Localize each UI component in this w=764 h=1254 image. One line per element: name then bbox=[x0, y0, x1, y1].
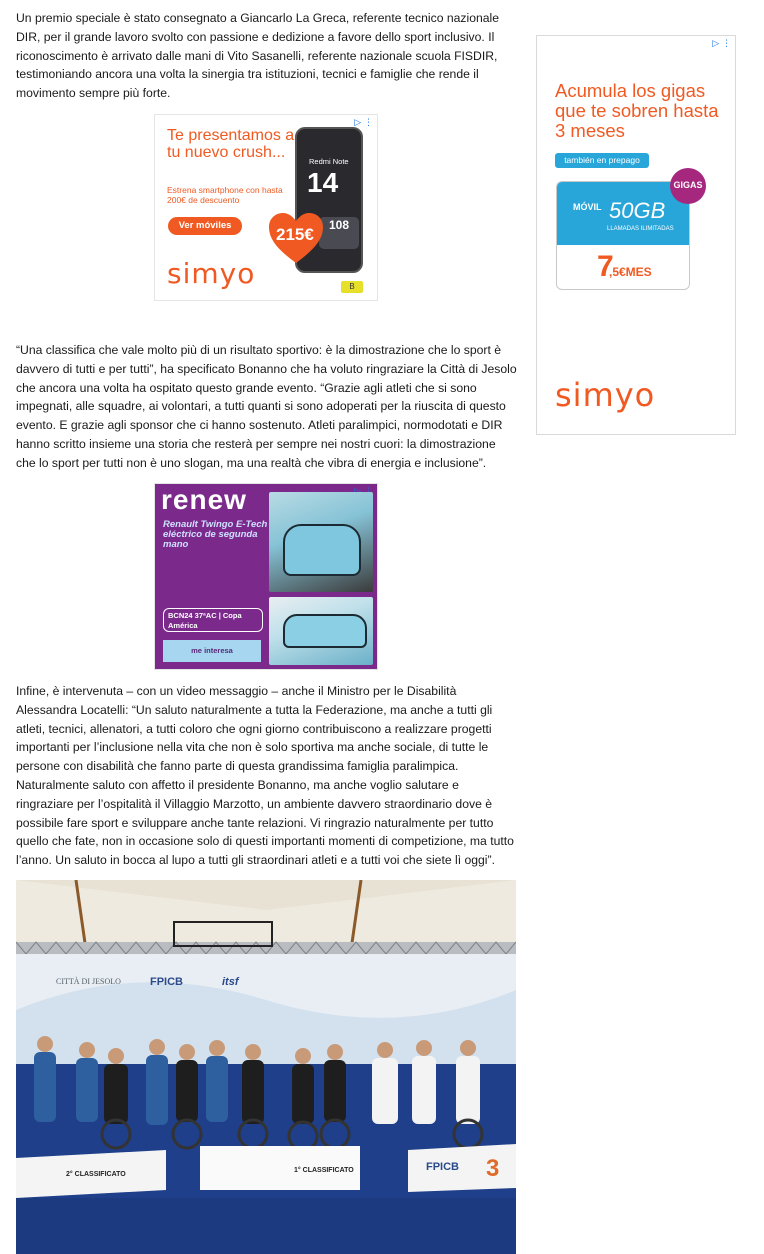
article-paragraph-1: Un premio speciale è stato consegnato a Giancarlo La Greca, referente tecnico nazionale DIR, per il grande lavoro svolto con passione e dedizione a favore dello sport inclusivo. Il riconoscimento è arrivato dalle mani di Vito Sasanelli, referente nazionale scuola FISDIR, testimoniando ancora una volta la sinergia tra istituzioni, tecnici e famiglie che rende il movimento sempre più forte. bbox=[16, 11, 500, 101]
podium-second-label: 2° CLASSIFICATO bbox=[66, 1171, 126, 1178]
data-amount: 50GB bbox=[609, 198, 666, 223]
podium-first-label: 1° CLASSIFICATO bbox=[294, 1167, 354, 1174]
award-ceremony-photo bbox=[16, 880, 516, 1254]
gigas-badge: GIGAS bbox=[670, 168, 706, 204]
article-paragraph-2: “Una classifica che vale molto più di un risultato sportivo: è la dimostrazione che lo sport è davvero di tutti e per tutti”, ha specificato Bonanno che ha voluto ringraziare la Città di Jesolo che ancora una volta ha ospitato questo grande evento. “Grazie agli atleti che si sono impegnati, alle squadre, ai volontari, a tutti quanti si sono adoperati per la riuscita di questo evento. E grazie agli sponsor che ci hanno sostenuto. Atleti paralimpici, normodotati e DIR hanno scritto insieme una storia che resterà per sempre nei nostri cuori: la dimostrazione che lo sport per tutti non è uno slogan, ma una realtà che vibra di energia e inclusione”. bbox=[16, 343, 517, 470]
phone-model-label: Redmi Note bbox=[309, 157, 349, 166]
ver-moviles-button[interactable]: Ver móviles bbox=[168, 217, 242, 235]
simyo-phone-ad[interactable] bbox=[154, 114, 378, 301]
ad-subtext: Estrena smartphone con hasta 200€ de descuento bbox=[167, 185, 283, 205]
podium-third-logo: FPICB bbox=[426, 1161, 459, 1173]
price-decimal: ,5€MES bbox=[609, 265, 652, 279]
renew-logo: renew bbox=[161, 484, 247, 515]
banner-logo-jesolo: CITTÀ DI JESOLO bbox=[56, 977, 121, 986]
adchoices-icon[interactable]: ▷ ⋮ bbox=[712, 39, 731, 49]
price-label: 215€ bbox=[276, 225, 314, 244]
simyo-logo: simyo bbox=[555, 376, 656, 414]
car-icon bbox=[283, 614, 367, 648]
phone-spec-badge: 108 bbox=[319, 217, 359, 249]
me-interesa-button[interactable]: me interesa bbox=[163, 640, 261, 662]
ad-headline: Acumula los gigas que te sobren hasta 3 meses bbox=[555, 80, 719, 141]
renew-ad[interactable] bbox=[154, 483, 378, 670]
podium-third-number: 3 bbox=[486, 1155, 500, 1182]
price-integer: 7 bbox=[597, 250, 614, 283]
event-badge: BCN24 37ªAC | Copa América bbox=[163, 608, 263, 632]
tariff-card bbox=[556, 181, 690, 290]
prepago-pill: también en prepago bbox=[555, 153, 649, 168]
ad-headline: Te presentamos a tu nuevo crush... bbox=[167, 127, 295, 161]
movil-label: MÓVIL bbox=[573, 202, 602, 212]
ceremony-illustration bbox=[16, 880, 516, 1254]
banner-logo-fpicb: FPICB bbox=[150, 976, 183, 988]
article-paragraph-3: Infine, è intervenuta – con un video messaggio – anche il Ministro per le Disabilità Alessandra Locatelli: “Un saluto naturalmente a tutta la Federazione, ma anche a tutti gli atleti, tecnici, allenatori, a tutti coloro che ogni giorno contribuiscono a realizzare progetti importanti per l’inclusione nella vita che non è solo sportiva ma anche sociale, di tutte le persone con disabilità che fanno parte di questa grandissima famiglia paralimpica. Naturalmente saluto con affetto il presidente Bonanno, ma anche voglio salutare e ringraziare per l’ospitalità il Villaggio Marzotto, un ambiente davvero straordinario dove è possibile fare sport e sviluppare anche tante relazioni. Vi ringrazio naturalmente per tutto quello che fate, non in occasione solo di questi importanti momenti di competizione, ma tutto l’anno. Un saluto in bocca al lupo a tutti gli straordinari atleti e a tutti voi che siete lì oggi”. bbox=[16, 684, 514, 868]
phone-model-number: 14 bbox=[307, 167, 339, 198]
adchoices-icon[interactable]: ▷ ⋮ bbox=[354, 118, 373, 128]
simyo-logo: simyo bbox=[167, 257, 256, 290]
ad-title: Renault Twingo E-Tech eléctrico de segunda mano bbox=[163, 519, 268, 550]
simyo-sidebar-ad[interactable] bbox=[536, 35, 736, 435]
banner-logo-itsf: itsf bbox=[222, 976, 239, 988]
energy-label-icon: B bbox=[341, 281, 363, 293]
calls-label: LLAMADAS ILIMITADAS bbox=[607, 226, 674, 232]
car-icon bbox=[283, 524, 361, 576]
